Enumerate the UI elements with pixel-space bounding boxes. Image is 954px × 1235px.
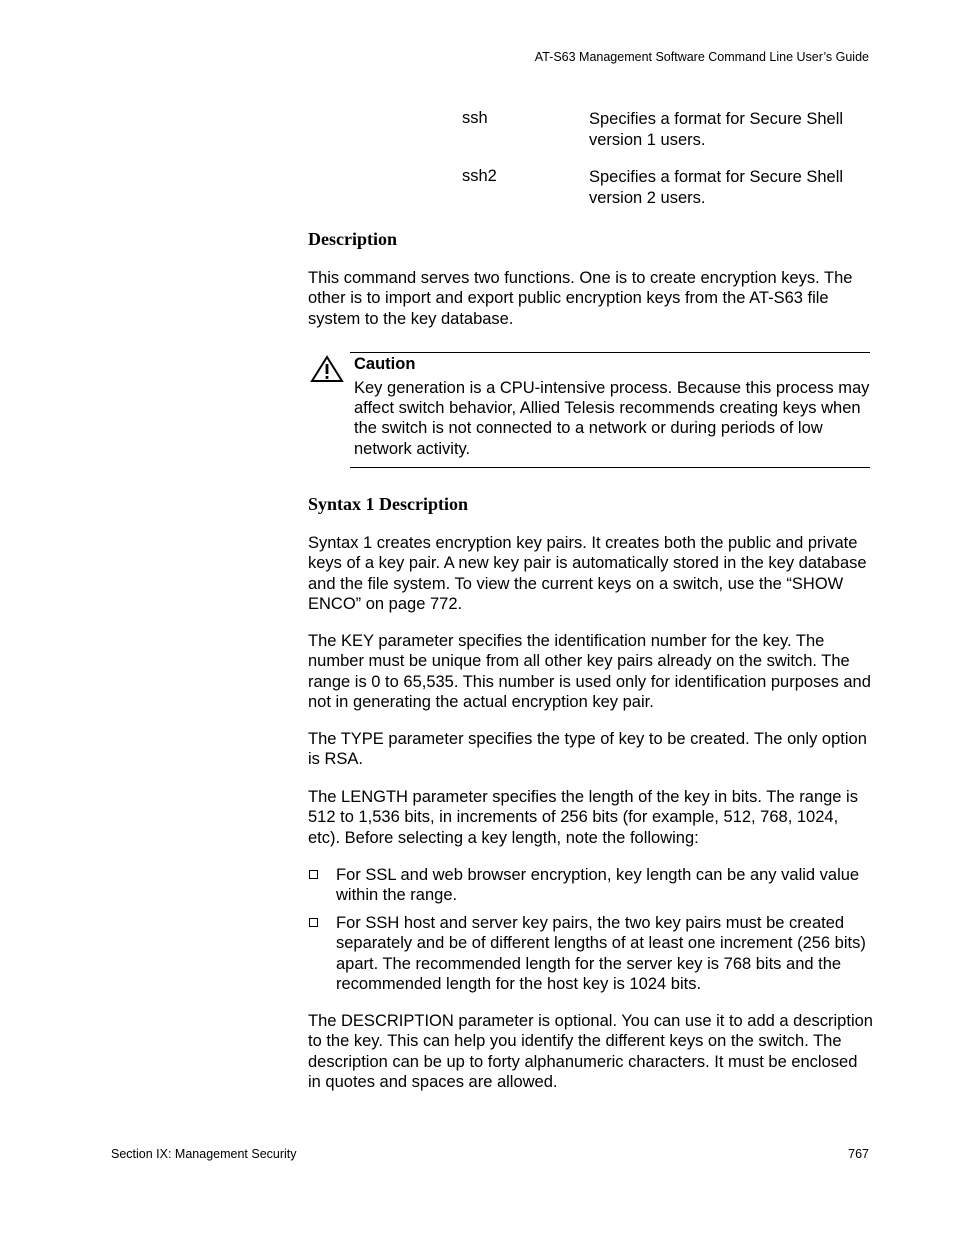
- caution-title: Caution: [354, 355, 416, 373]
- definition-term: ssh: [462, 109, 488, 127]
- caution-text: Key generation is a CPU-intensive process. Because this process may affect switch behavior, Allied Telesis recommends creating keys when the switch is not connected to a network or during periods of low network activity.: [354, 379, 870, 458]
- definition-desc: Specifies a format for Secure Shell version 1 users.: [589, 110, 844, 149]
- description-parameter-paragraph: The DESCRIPTION parameter is optional. You can use it to add a description to the key. This can help you identify the different keys on the switch. The description can be up to forty alphanumeric characters. It must be enclosed in quotes and spaces are allowed.: [308, 1012, 873, 1091]
- bullet-item: For SSL and web browser encryption, key length can be any valid value within the range.: [336, 866, 860, 905]
- footer-section: Section IX: Management Security: [111, 1147, 297, 1161]
- length-parameter-paragraph: The LENGTH parameter specifies the length of the key in bits. The range is 512 to 1,536 bits, in increments of 256 bits (for example, 512, 768, 1024, etc). Before selecting a key length, note the following:: [308, 788, 858, 847]
- checkbox-bullet-icon: [309, 918, 318, 927]
- definition-desc: Specifies a format for Secure Shell version 2 users.: [589, 168, 844, 207]
- caution-bottom-rule: [350, 467, 870, 468]
- key-parameter-paragraph: The KEY parameter specifies the identification number for the key. The number must be unique from all other key pairs already on the switch. The range is 0 to 65,535. This number is used only for identification purposes and not in generating the actual encryption key pair.: [308, 632, 871, 711]
- bullet-item: For SSH host and server key pairs, the two key pairs must be created separately and be of different lengths of at least one increment (256 bits) apart. The recommended length for the server key is 768 bits and the recommended length for the host key is 1024 bits.: [336, 914, 866, 993]
- syntax1-heading: Syntax 1 Description: [308, 494, 469, 514]
- definition-term: ssh2: [462, 167, 497, 185]
- caution-top-rule: [350, 352, 870, 353]
- warning-triangle-icon: [310, 355, 344, 383]
- description-paragraph: This command serves two functions. One is to create encryption keys. The other is to import and export public encryption keys from the AT-S63 file system to the key database.: [308, 269, 853, 328]
- type-parameter-paragraph: The TYPE parameter specifies the type of key to be created. The only option is RSA.: [308, 730, 867, 769]
- running-header: AT-S63 Management Software Command Line User’s Guide: [534, 50, 869, 64]
- checkbox-bullet-icon: [309, 870, 318, 879]
- description-heading: Description: [308, 229, 397, 249]
- page-number: 767: [848, 1147, 869, 1161]
- syntax1-paragraph: Syntax 1 creates encryption key pairs. It creates both the public and private keys of a key pair. A new key pair is automatically stored in the key database and the file system. To view the current keys on a switch, use the “SHOW ENCO” on page 772.: [308, 534, 867, 613]
